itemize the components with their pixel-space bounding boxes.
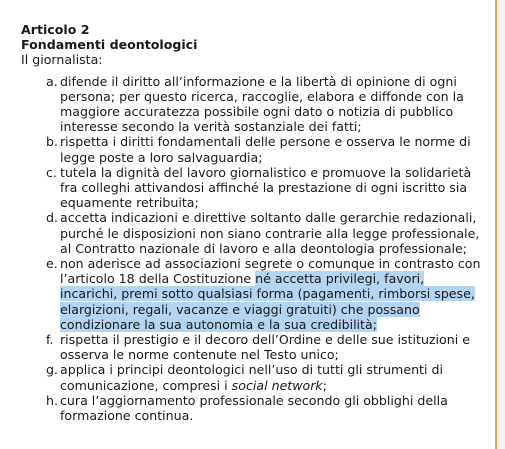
list-item-d xyxy=(21,210,481,256)
list-item-c xyxy=(21,165,481,211)
list-item-g xyxy=(21,362,481,392)
list-item-text[interactable]: rispetta il prestigio e il decoro dell’Ordine e delle sue istituzioni e osserva le norme contenute nel Testo unico; xyxy=(60,332,470,363)
list-marker: h. xyxy=(46,392,58,408)
article-intro: Il giornalista: xyxy=(21,52,103,68)
article-number: Articolo 2 xyxy=(21,22,90,37)
list-item-text[interactable]: cura l’aggiornamento professionale secondo gli obblighi della formazione continua. xyxy=(60,392,448,424)
list-item-h xyxy=(21,393,481,423)
article-title: Fondamenti deontologici xyxy=(21,37,198,53)
list-item-a xyxy=(21,74,481,135)
list-item-f xyxy=(21,332,481,362)
list-marker: e. xyxy=(46,256,58,272)
list-item-b xyxy=(21,134,481,164)
list-marker: g. xyxy=(46,362,58,378)
article-list xyxy=(21,74,481,424)
list-marker: a. xyxy=(46,73,58,89)
list-item-text[interactable]: applica i principi deontologici nell’uso di tutti gli strumenti di comunicazione, compresi i xyxy=(60,362,443,393)
list-marker: c. xyxy=(46,164,57,180)
list-marker: b. xyxy=(46,134,58,150)
article-content xyxy=(21,22,481,423)
list-item-text[interactable]: non aderisce ad associazioni segrete o comunque in contrasto con l’articolo 18 della Costituzione xyxy=(60,256,481,287)
list-item-text[interactable]: rispetta i diritti fondamentali delle persone e osserva le norme di legge poste a loro salvaguardia; xyxy=(60,134,471,165)
italic-term[interactable]: social network xyxy=(231,377,323,393)
selected-text[interactable]: né accetta privilegi, favori, incarichi, premi sotto qualsiasi forma (pagamenti, rimborsi spese, elargizioni, regali, vacanze e viaggi gratuiti) che possano condizionare la sua autonomia e la sua credibilità; xyxy=(60,271,475,332)
list-item-text-end[interactable]: ; xyxy=(322,377,327,393)
list-item-text[interactable]: difende il diritto all’informazione e la libertà di opinione di ogni persona; per questo ricerca, raccoglie, elabora e diffonde con la maggiore accuratezza possibile ogni dato o notizia di pubblico interesse secondo la verità sostanziale dei fatti; xyxy=(60,73,464,135)
list-marker: f. xyxy=(46,332,54,348)
list-item-text[interactable]: accetta indicazioni e direttive soltanto dalle gerarchie redazionali, purché le disposizioni non siano contrarie alla legge professionale, al Contratto nazionale di lavoro e alla deontologia professionale; xyxy=(60,210,480,256)
window-edge xyxy=(497,0,505,449)
list-item-e xyxy=(21,256,481,332)
list-marker: d. xyxy=(46,210,58,226)
list-item-text[interactable]: tutela la dignità del lavoro giornalistico e promuove la solidarietà fra colleghi attivandosi affinché la prestazione di ogni iscritto sia equamente retribuita; xyxy=(60,164,472,211)
